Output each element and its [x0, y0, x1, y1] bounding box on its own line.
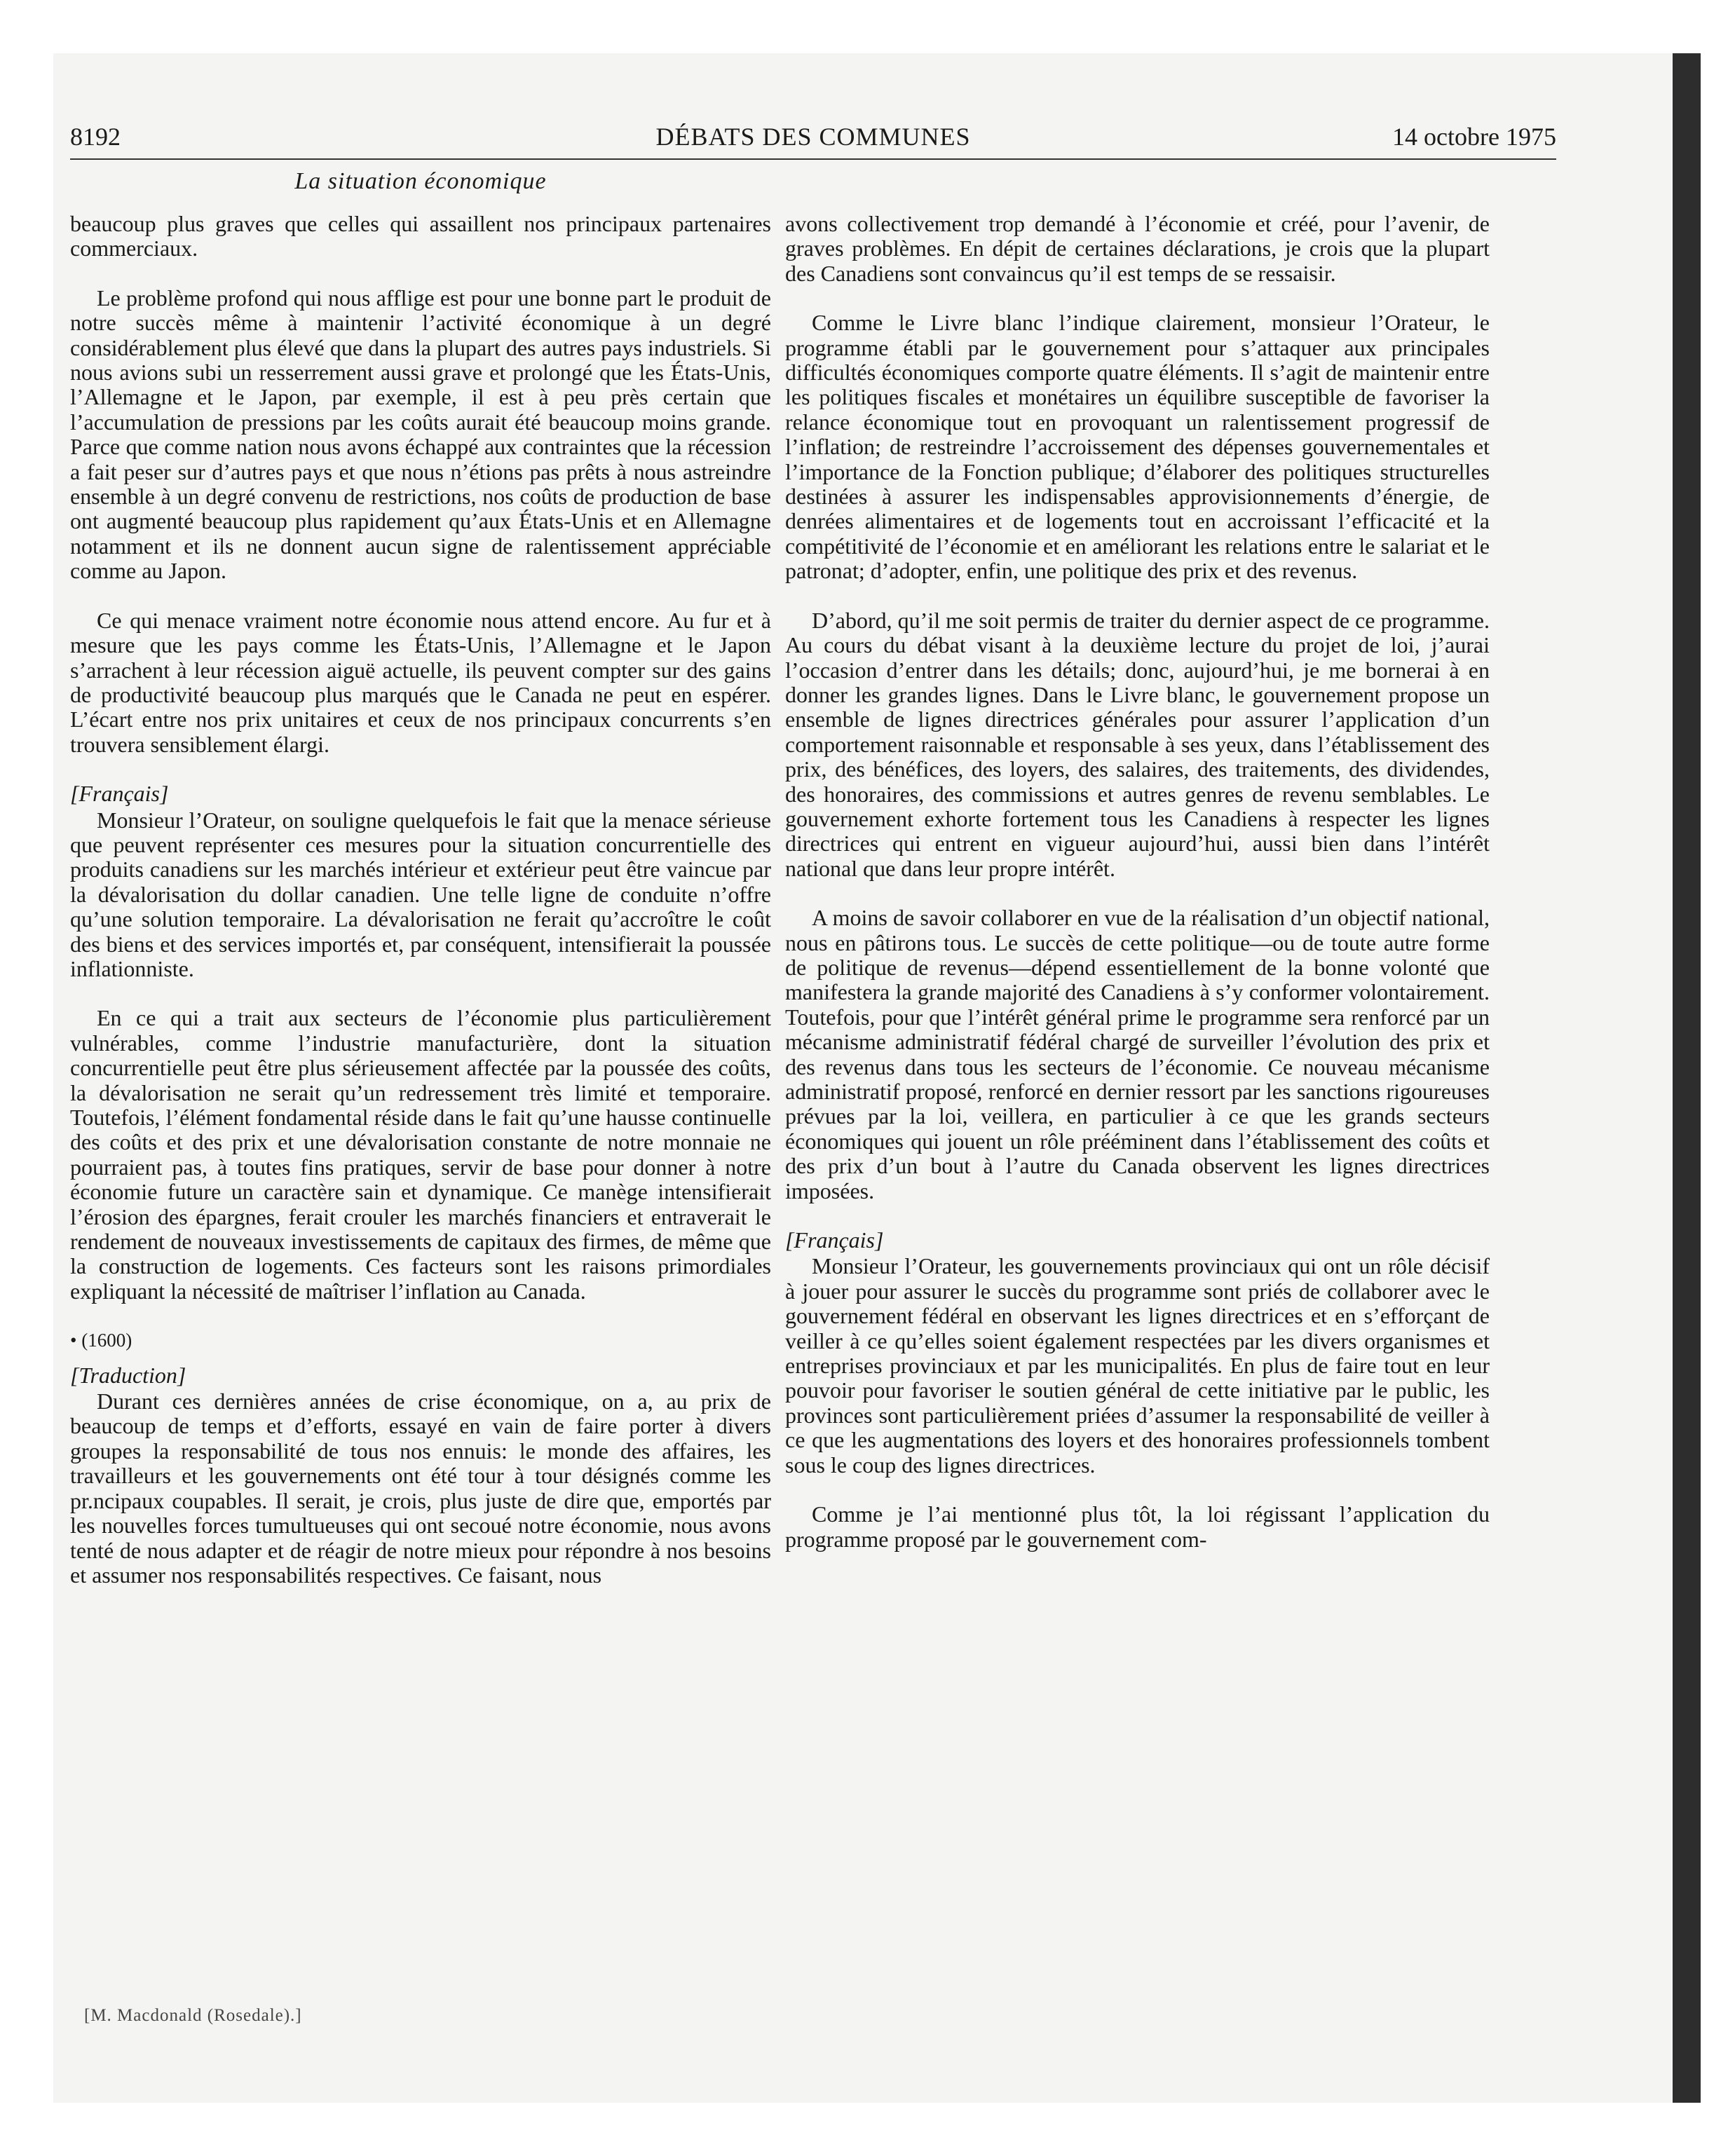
paragraph: avons collectivement trop demandé à l’économie et créé, pour l’avenir, de graves problèmes. En dépit de certaines déclarations, je crois que la plupart des Canadiens sont convaincus qu’il est temps de se ressaisir. — [785, 211, 1490, 286]
paragraph: A moins de savoir collaborer en vue de la réalisation d’un objectif national, nous en pâtirons tous. Le succès de cette politique—ou de toute autre forme de politique de revenus—dépend essentiellement de la bonne volonté que manifestera la grande majorité des Canadiens à s’y conformer volontairement. Toutefois, pour que l’intérêt général prime le programme sera renforcé par un mécanisme administratif fédéral chargé de surveiller l’évolution des prix et des revenus dans tous les secteurs de l’économie. Ce nouveau mécanisme administratif proposé, renforcé en dernier ressort par les sanctions rigoureuses prévues par la loi, veillera, en particulier à ce que les grands secteurs économiques qui jouent un rôle prééminent dans l’établissement des coûts et des prix d’un bout à l’autre du Canada observent les lignes directrices imposées. — [785, 905, 1490, 1203]
paragraph: beaucoup plus graves que celles qui assaillent nos principaux partenaires commerciaux. — [70, 211, 771, 261]
page-header — [70, 119, 1556, 160]
scan-border — [1673, 53, 1701, 2103]
time-marker: • (1600) — [70, 1330, 132, 1351]
language-marker: [Traduction] — [70, 1362, 186, 1388]
speaker-reference: [M. Macdonald (Rosedale).] — [84, 2006, 302, 2025]
paragraph: Comme je l’ai mentionné plus tôt, la loi régissant l’application du programme proposé par le gouvernement com- — [785, 1501, 1490, 1552]
language-marker: [Français] — [785, 1227, 884, 1253]
left-column — [70, 212, 771, 1612]
paragraph: Le problème profond qui nous afflige est pour une bonne part le produit de notre succès même à maintenir l’activité économique à un degré considérablement plus élevé que dans la plupart des autres pays industriels. Si nous avions subi un resserrement aussi grave et prolongé que les États-Unis, l’Allemagne et le Japon, par exemple, il est à peu près certain que l’accumulation de pressions par les coûts aurait été beaucoup moins grande. Parce que comme nation nous avons échappé aux contraintes que la récession a fait peser sur d’autres pays et que nous n’étions pas prêts à nous astreindre ensemble à un degré convenu de restrictions, nos coûts de production de base ont augmenté beaucoup plus rapidement qu’aux États-Unis et en Allemagne notamment et ils ne donnent aucun signe de ralentissement appréciable comme au Japon. — [70, 285, 771, 584]
paragraph: Monsieur l’Orateur, les gouvernements provinciaux qui ont un rôle décisif à jouer pour assurer le succès du programme sont priés de collaborer avec le gouvernement fédéral en observant les lignes directrices et en s’efforçant de veiller à ce qu’elles soient également respectées par les divers organismes et entreprises provinciaux et par les municipalités. En plus de faire tout en leur pouvoir pour favoriser le soutien général de cette initiative par le public, les provinces sont particulièrement priées d’assumer la responsabilité de veiller à ce que les augmentations des loyers et des honoraires professionnels tombent sous le coup des lignes directrices. — [785, 1253, 1490, 1478]
paragraph: En ce qui a trait aux secteurs de l’économie plus particulièrement vulnérables, comme l’industrie manufacturière, dont la situation concurrentielle peut être plus sérieusement affectée par la poussée des coûts, la dévalorisation ne serait qu’un redressement très limité et temporaire. Toutefois, l’élément fondamental réside dans le fait qu’une hausse continuelle des coûts et des prix et une dévalorisation constante de notre monnaie ne pourraient pas, à toutes fins pratiques, servir de base pour donner à notre économie future un caractère sain et dynamique. Ce manège intensifierait l’érosion des épargnes, ferait crouler les marchés financiers et entraverait le rendement de nouveaux investissements de capitaux des firmes, de même que la construction de logements. Ces facteurs sont les raisons primordiales expliquant la nécessité de maîtriser l’inflation au Canada. — [70, 1005, 771, 1304]
paragraph: Comme le Livre blanc l’indique clairement, monsieur l’Orateur, le programme établi par le gouvernement pour s’attaquer aux principales difficultés économiques comporte quatre éléments. Il s’agit de maintenir entre les politiques fiscales et monétaires un équilibre susceptible de favoriser la relance économique tout en provoquant un ralentissement progressif de l’inflation; de restreindre l’accroissement des dépenses gouvernementales et l’importance de la Fonction publique; d’élaborer des politiques structurelles destinées à assurer les indispensables approvisionnements d’énergie, de denrées alimentaires et de logements tout en accroissant l’efficacité et la compétitivité de l’économie et en améliorant les relations entre le salariat et le patronat; d’adopter, enfin, une politique des prix et des revenus. — [785, 310, 1490, 584]
section-subheading: La situation économique — [294, 168, 547, 194]
language-marker: [Français] — [70, 781, 169, 807]
publication-date: 14 octobre 1975 — [1392, 123, 1556, 151]
right-column — [785, 212, 1490, 1576]
paragraph: Ce qui menace vraiment notre économie nous attend encore. Au fur et à mesure que les pays comme les États-Unis, l’Allemagne et le Japon s’arrachent à leur récession aiguë actuelle, ils peuvent compter sur des gains de productivité beaucoup plus marqués que le Canada ne peut en espérer. L’écart entre nos prix unitaires et ceux de nos principaux concurrents s’en trouvera sensiblement élargi. — [70, 607, 771, 757]
paragraph: Durant ces dernières années de crise économique, on a, au prix de beaucoup de temps et d’efforts, essayé en vain de faire porter à divers groupes la responsabilité de tous nos ennuis: le monde des affaires, les travailleurs et les gouvernements ont été tour à tour désignés comme les pr.ncipaux coupables. Il serait, je crois, plus juste de dire que, emportés par les nouvelles forces tumultueuses qui ont secoué notre économie, nous avons tenté de nous adapter et de réagir de notre mieux pour répondre à nos besoins et assumer nos responsabilités respectives. Ce faisant, nous — [70, 1389, 771, 1588]
paragraph: D’abord, qu’il me soit permis de traiter du dernier aspect de ce programme. Au cours du débat visant à la deuxième lecture du projet de loi, j’aurai l’occasion d’entrer dans les détails; donc, aujourd’hui, je me bornerai à en donner les grandes lignes. Dans le Livre blanc, le gouvernement propose un ensemble de lignes directrices générales pour assurer l’application d’un comportement raisonnable et responsable à ses yeux, dans l’établissement des prix, des bénéfices, des loyers, des salaires, des traitements, des dividendes, des honoraires, des commissions et autres genres de revenu semblables. Le gouvernement exhorte fortement tous les Canadiens à respecter les lignes directrices qui entrent en vigueur aujourd’hui, aussi bien dans l’intérêt national que dans leur propre intérêt. — [785, 607, 1490, 881]
publication-title: DÉBATS DES COMMUNES — [655, 123, 971, 151]
paragraph: Monsieur l’Orateur, on souligne quelquefois le fait que la menace sérieuse que peuvent représenter ces mesures pour la situation concurrentielle des produits canadiens sur les marchés intérieur et extérieur peut être vaincue par la dévalorisation du dollar canadien. Une telle ligne de conduite n’offre qu’une solution temporaire. La dévalorisation ne ferait qu’accroître le coût des biens et des services importés et, par conséquent, intensifierait la poussée inflationniste. — [70, 807, 771, 981]
page-number: 8192 — [70, 123, 121, 151]
